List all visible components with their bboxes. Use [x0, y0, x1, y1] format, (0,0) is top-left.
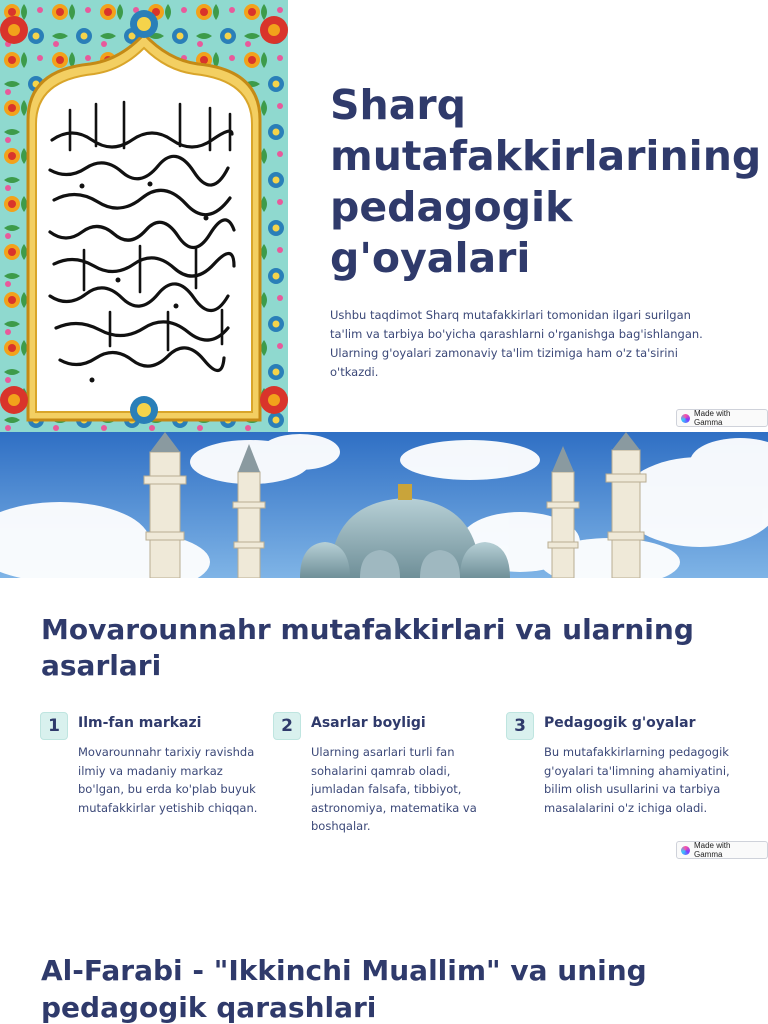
badge-label: Made with Gamma [693, 409, 731, 427]
slide-2 [0, 432, 768, 864]
slide-3 [0, 864, 768, 1024]
step-description: Ularning asarlari turli fan sohalarini qamrab oladi, jumladan falsafa, tibbiyot, astronomiya, matematika va boshqalar. [311, 745, 477, 833]
section-title: Movarounnahr mutafakkirlari va ularning asarlari [41, 613, 694, 682]
step-number-badge: 3 [506, 712, 534, 740]
step-title: Asarlar boyligi [311, 715, 426, 731]
calligraphy-frame-icon [0, 0, 288, 432]
step-description: Bu mutafakkirlarning pedagogik g'oyalari ta'limning ahamiyatini, bilim olish usullarini va tarbiya masalalarini o'z ichiga oladi. [544, 745, 730, 815]
intro-paragraph: Ushbu taqdimot Sharq mutafakkirlari tomonidan ilgari surilgan ta'lim va tarbiya bo'yicha qarashlarni o'rganishga bag'ishlangan. Ularning g'oyalari zamonaviy ta'lim tizimiga ham o'z ta'sirini o'tkazdi. [330, 308, 703, 379]
section-title: Al-Farabi - "Ikkinchi Muallim" va uning pedagogik qarashlari [41, 954, 647, 1024]
step-number-badge: 2 [273, 712, 301, 740]
slide-1 [0, 0, 768, 432]
made-with-gamma-badge[interactable] [676, 841, 768, 859]
title-block [330, 80, 762, 382]
step-title: Pedagogik g'oyalar [544, 715, 696, 731]
list-item [40, 712, 273, 836]
mosque-sky-icon [0, 432, 768, 578]
badge-label: Made with Gamma [693, 841, 731, 859]
gamma-logo-icon [681, 414, 690, 423]
step-description: Movarounnahr tarixiy ravishda ilmiy va madaniy markaz bo'lgan, bu erda ko'plab buyuk mutafakkirlar yetishib chiqqan. [78, 745, 258, 815]
step-title: Ilm-fan markazi [78, 715, 202, 731]
presentation-title: Sharq mutafakkirlarining pedagogik g'oyalari [330, 81, 762, 282]
steps-list [40, 712, 740, 836]
list-item [506, 712, 739, 836]
gamma-logo-icon [681, 846, 690, 855]
list-item [273, 712, 506, 836]
step-number-badge: 1 [40, 712, 68, 740]
made-with-gamma-badge[interactable] [676, 409, 768, 427]
